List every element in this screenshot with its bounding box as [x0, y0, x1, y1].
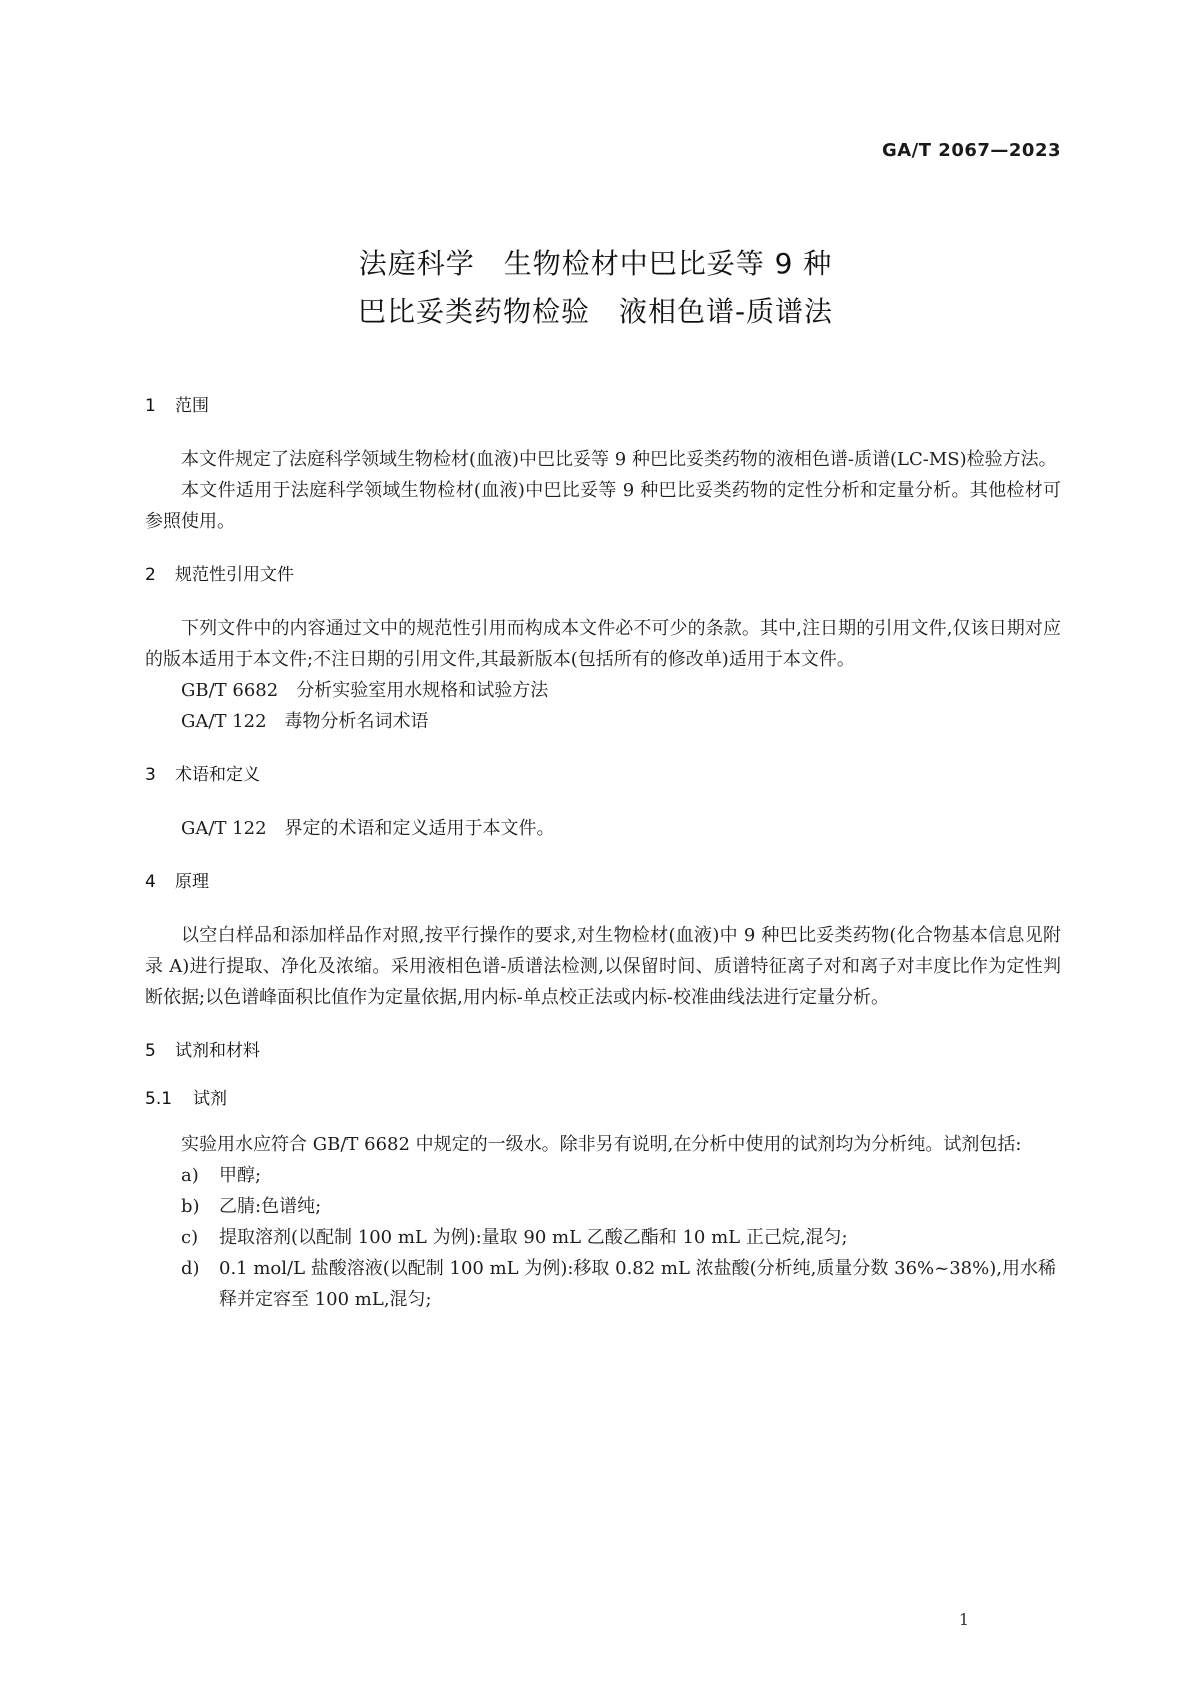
paragraph: 以空白样品和添加样品作对照,按平行操作的要求,对生物检材(血液)中 9 种巴比妥类药物(化合物基本信息见附录 A)进行提取、净化及浓缩。采用液相色谱-质谱法检测,以保留时间、质谱特征离子对和离子对丰度比作为定性判断依据;以色谱峰面积比值作为定量依据,用内标-单点校正法或内标-校准曲线法进行定量分析。	[145, 925, 1061, 1008]
reference-title: 毒物分析名词术语	[284, 711, 429, 732]
section-number: 1	[145, 396, 156, 416]
list-marker: d)	[181, 1258, 200, 1279]
section-number: 3	[145, 765, 156, 785]
paragraph: 本文件适用于法庭科学领域生物检材(血液)中巴比妥等 9 种巴比妥类药物的定性分析和定量分析。其他检材可参照使用。	[145, 480, 1061, 532]
list-item	[145, 1160, 1061, 1191]
list-marker: b)	[181, 1196, 200, 1217]
section-number: 2	[145, 565, 156, 585]
list-marker: c)	[181, 1227, 199, 1248]
paragraph: 本文件规定了法庭科学领域生物检材(血液)中巴比妥等 9 种巴比妥类药物的液相色谱-质谱(LC-MS)检验方法。	[181, 449, 1057, 470]
section-heading-5	[145, 1037, 1061, 1065]
document-title	[0, 240, 1191, 336]
section-heading-2	[145, 561, 1061, 589]
section-title: 术语和定义	[175, 765, 260, 785]
section-heading-4	[145, 868, 1061, 896]
list-item-text: 0.1 mol/L 盐酸溶液(以配制 100 mL 为例):移取 0.82 mL 浓盐酸(分析纯,质量分数 36%~38%),用水稀释并定容至 100 mL,混匀;	[219, 1258, 1056, 1310]
subsection-number: 5.1	[145, 1089, 173, 1109]
section-heading-1	[145, 392, 1061, 420]
normative-reference	[145, 706, 1061, 737]
standard-code: GA/T 2067—2023	[881, 140, 1061, 161]
section-title: 试剂和材料	[175, 1041, 260, 1061]
reference-code: GA/T 122	[181, 711, 267, 732]
section-title: 原理	[175, 872, 209, 892]
list-marker: a)	[181, 1165, 199, 1186]
section-number: 4	[145, 872, 156, 892]
document-body	[145, 392, 1061, 1315]
paragraph: 下列文件中的内容通过文中的规范性引用而构成本文件必不可少的条款。其中,注日期的引用文件,仅该日期对应的版本适用于本文件;不注日期的引用文件,其最新版本(包括所有的修改单)适用于本文件。	[145, 618, 1061, 670]
subsection-title: 试剂	[193, 1089, 227, 1109]
section-title: 范围	[175, 396, 209, 416]
section-title: 规范性引用文件	[175, 565, 294, 585]
title-line-1: 法庭科学 生物检材中巴比妥等 9 种	[358, 247, 833, 280]
list-item	[145, 1222, 1061, 1253]
section-number: 5	[145, 1041, 156, 1061]
title-line-2: 巴比妥类药物检验 液相色谱-质谱法	[357, 295, 834, 328]
reference-title: 分析实验室用水规格和试验方法	[296, 680, 549, 701]
list-item	[145, 1191, 1061, 1222]
list-item-text: 乙腈:色谱纯;	[219, 1196, 322, 1217]
page-number: 1	[958, 1610, 969, 1629]
subsection-heading-5-1	[145, 1085, 1061, 1113]
normative-reference	[145, 675, 1061, 706]
list-item	[145, 1253, 1061, 1315]
paragraph: 实验用水应符合 GB/T 6682 中规定的一级水。除非另有说明,在分析中使用的试剂均为分析纯。试剂包括:	[181, 1134, 1022, 1155]
reference-code: GB/T 6682	[181, 680, 279, 701]
paragraph: GA/T 122 界定的术语和定义适用于本文件。	[181, 818, 555, 839]
list-item-text: 甲醇;	[219, 1165, 262, 1186]
section-heading-3	[145, 761, 1061, 789]
list-item-text: 提取溶剂(以配制 100 mL 为例):量取 90 mL 乙酸乙酯和 10 mL 正己烷,混匀;	[219, 1227, 848, 1248]
